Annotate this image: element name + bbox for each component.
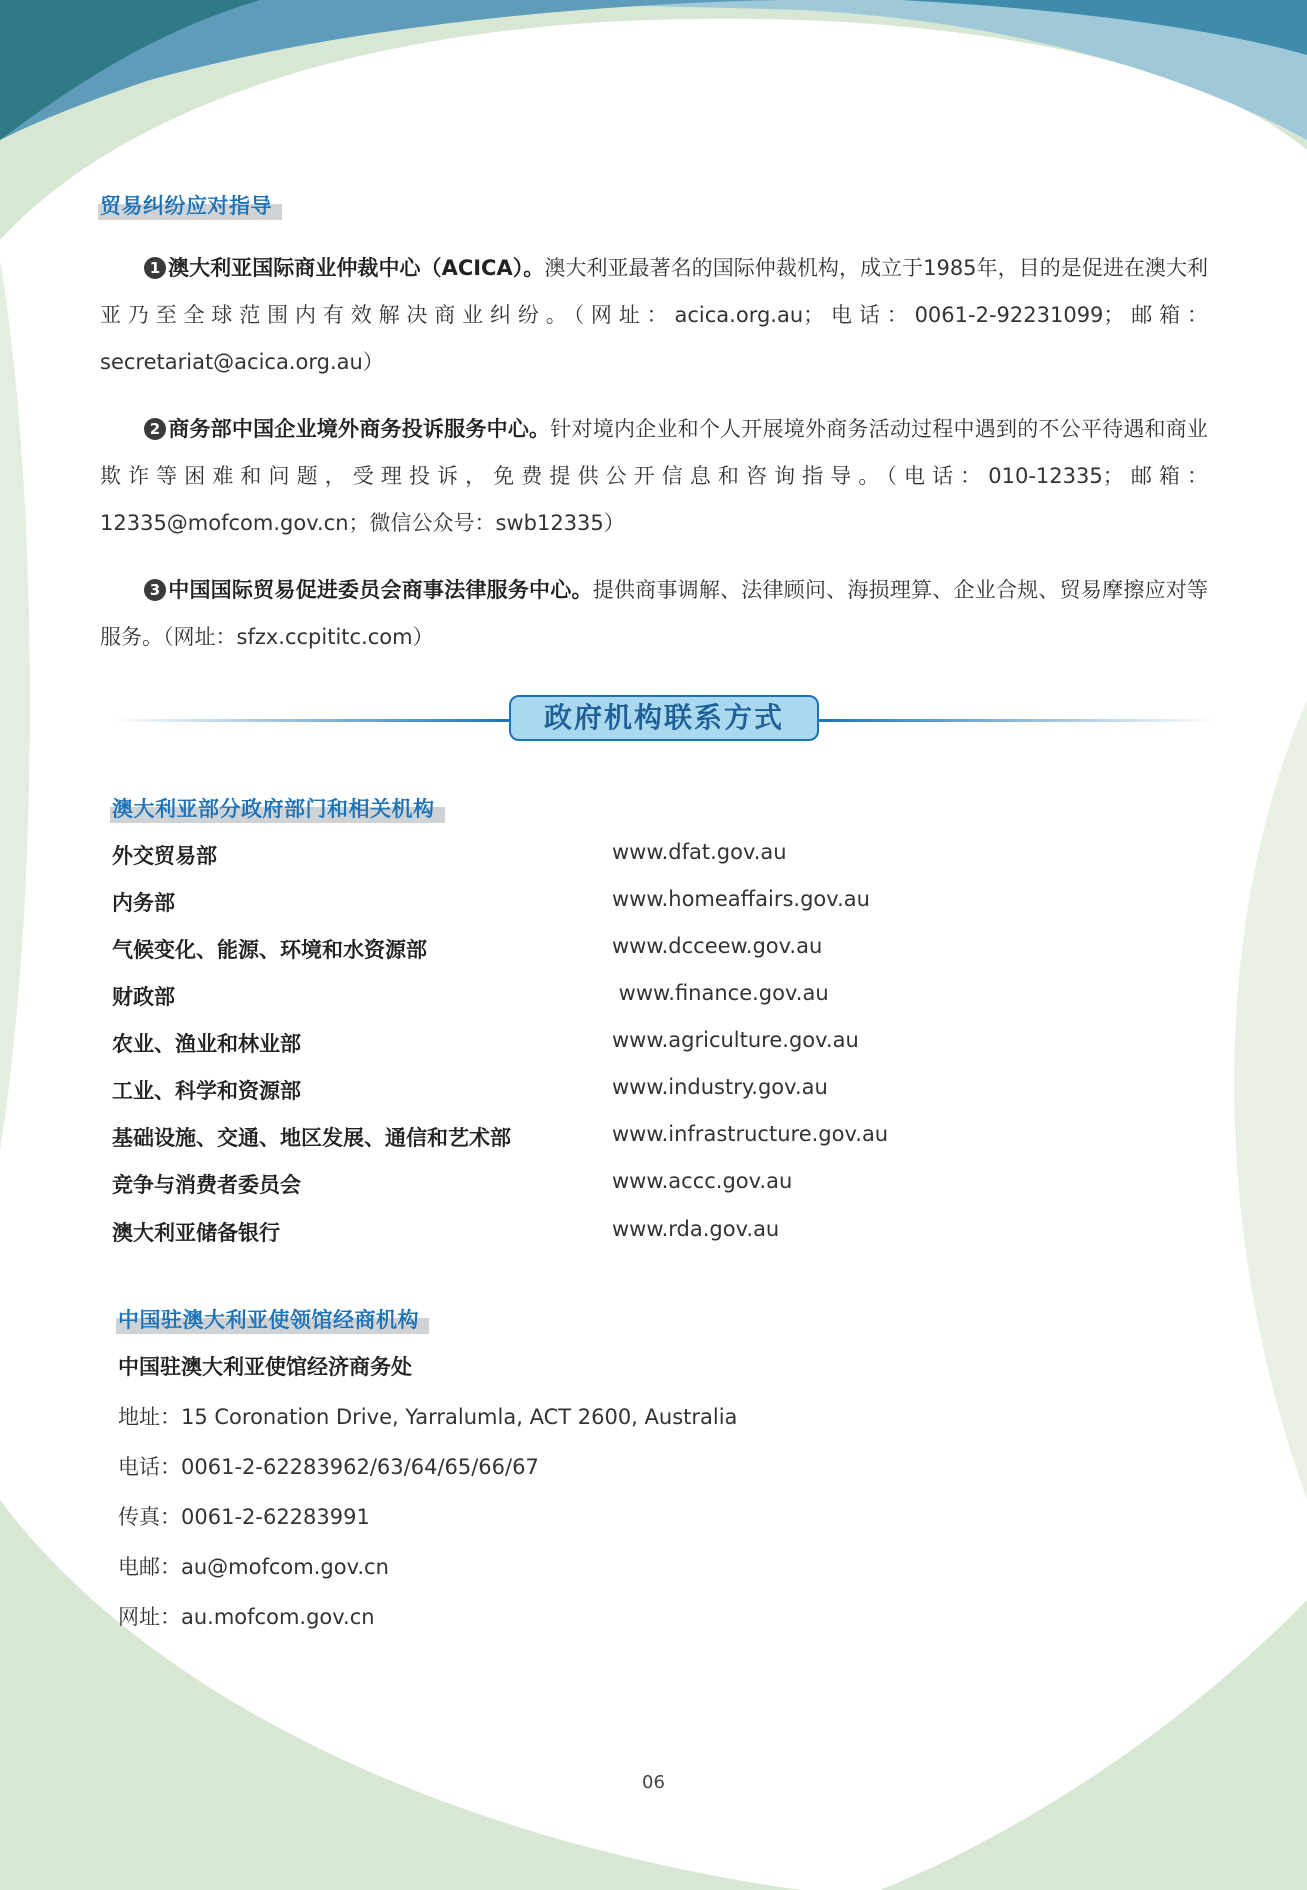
dispute-item-3-text: 提供商事调解、法律顾问、海损理算、企业合规、贸易摩擦应对等服务。（网址：sfzx.ccpititc.com） xyxy=(100,578,1209,649)
gov-name: 内务部 xyxy=(112,891,175,915)
gov-name: 外交贸易部 xyxy=(112,844,217,868)
gov-row xyxy=(112,1028,1012,1075)
gov-url-link[interactable]: www.agriculture.gov.au xyxy=(612,1028,859,1052)
embassy-section-title: 中国驻澳大利亚使领馆经商机构 xyxy=(116,1302,429,1334)
gov-name: 财政部 xyxy=(112,985,175,1009)
gov-name: 气候变化、能源、环境和水资源部 xyxy=(112,938,427,962)
gov-url-link[interactable]: www.infrastructure.gov.au xyxy=(612,1122,889,1146)
dispute-section-title: 贸易纠纷应对指导 xyxy=(98,188,282,220)
gov-row xyxy=(112,934,1012,981)
gov-row xyxy=(112,1169,1012,1216)
dispute-item-1-lead: 澳大利亚国际商业仲裁中心（ACICA）。 xyxy=(168,256,545,280)
gov-url-link[interactable]: www.dfat.gov.au xyxy=(612,840,787,864)
gov-url-link[interactable]: www.rda.gov.au xyxy=(612,1217,780,1241)
gov-name: 澳大利亚储备银行 xyxy=(112,1221,280,1245)
gov-row xyxy=(112,1217,1012,1264)
gov-url-link[interactable]: www.accc.gov.au xyxy=(612,1169,793,1193)
contact-banner: 政府机构联系方式 xyxy=(509,695,819,741)
embassy-name: 中国驻澳大利亚使馆经济商务处 xyxy=(118,1355,412,1379)
banner-line-left xyxy=(110,719,510,722)
page-number: 06 xyxy=(642,1772,665,1793)
embassy-website[interactable]: 网址：au.mofcom.gov.cn xyxy=(118,1605,375,1629)
gov-row xyxy=(112,1075,1012,1122)
dispute-item-3 xyxy=(100,567,1208,661)
number-badge-3: 3 xyxy=(144,579,166,601)
dispute-item-2-lead: 商务部中国企业境外商务投诉服务中心。 xyxy=(168,417,551,441)
gov-name: 竞争与消费者委员会 xyxy=(112,1173,301,1197)
dispute-item-2-text: 针对境内企业和个人开展境外商务活动过程中遇到的不公平待遇和商业欺诈等困难和问题，受理投诉，免费提供公开信息和咨询指导。（电话：010-12335；邮箱：12335@mofcom.gov.cn；微信公众号：swb12335） xyxy=(100,417,1208,535)
dispute-item-1 xyxy=(100,245,1208,386)
gov-row xyxy=(112,981,1012,1028)
gov-row xyxy=(112,1122,1012,1169)
embassy-phone: 电话：0061-2-62283962/63/64/65/66/67 xyxy=(118,1455,539,1479)
embassy-address: 地址：15 Coronation Drive, Yarralumla, ACT 2600, Australia xyxy=(118,1405,738,1429)
gov-row xyxy=(112,887,1012,934)
number-badge-1: 1 xyxy=(144,257,166,279)
gov-name: 工业、科学和资源部 xyxy=(112,1079,301,1103)
dispute-item-1-text: 澳大利亚最著名的国际仲裁机构，成立于1985年，目的是促进在澳大利亚乃至全球范围内有效解决商业纠纷。（网址：acica.org.au；电话：0061-2-92231099；邮箱：secretariat@acica.org.au） xyxy=(100,256,1209,374)
dispute-item-3-lead: 中国国际贸易促进委员会商事法律服务中心。 xyxy=(168,578,593,602)
gov-url-link[interactable]: www.industry.gov.au xyxy=(612,1075,828,1099)
dispute-item-2 xyxy=(100,406,1208,547)
embassy-fax: 传真：0061-2-62283991 xyxy=(118,1505,370,1529)
gov-name: 基础设施、交通、地区发展、通信和艺术部 xyxy=(112,1126,511,1150)
gov-url-link[interactable]: www.finance.gov.au xyxy=(612,981,829,1005)
gov-section-title: 澳大利亚部分政府部门和相关机构 xyxy=(110,791,445,823)
gov-name: 农业、渔业和林业部 xyxy=(112,1032,301,1056)
embassy-email[interactable]: 电邮：au@mofcom.gov.cn xyxy=(118,1555,389,1579)
number-badge-2: 2 xyxy=(144,418,166,440)
gov-row xyxy=(112,840,1012,887)
gov-url-link[interactable]: www.dcceew.gov.au xyxy=(612,934,823,958)
gov-url-link[interactable]: www.homeaffairs.gov.au xyxy=(612,887,870,911)
banner-line-right xyxy=(818,719,1218,722)
